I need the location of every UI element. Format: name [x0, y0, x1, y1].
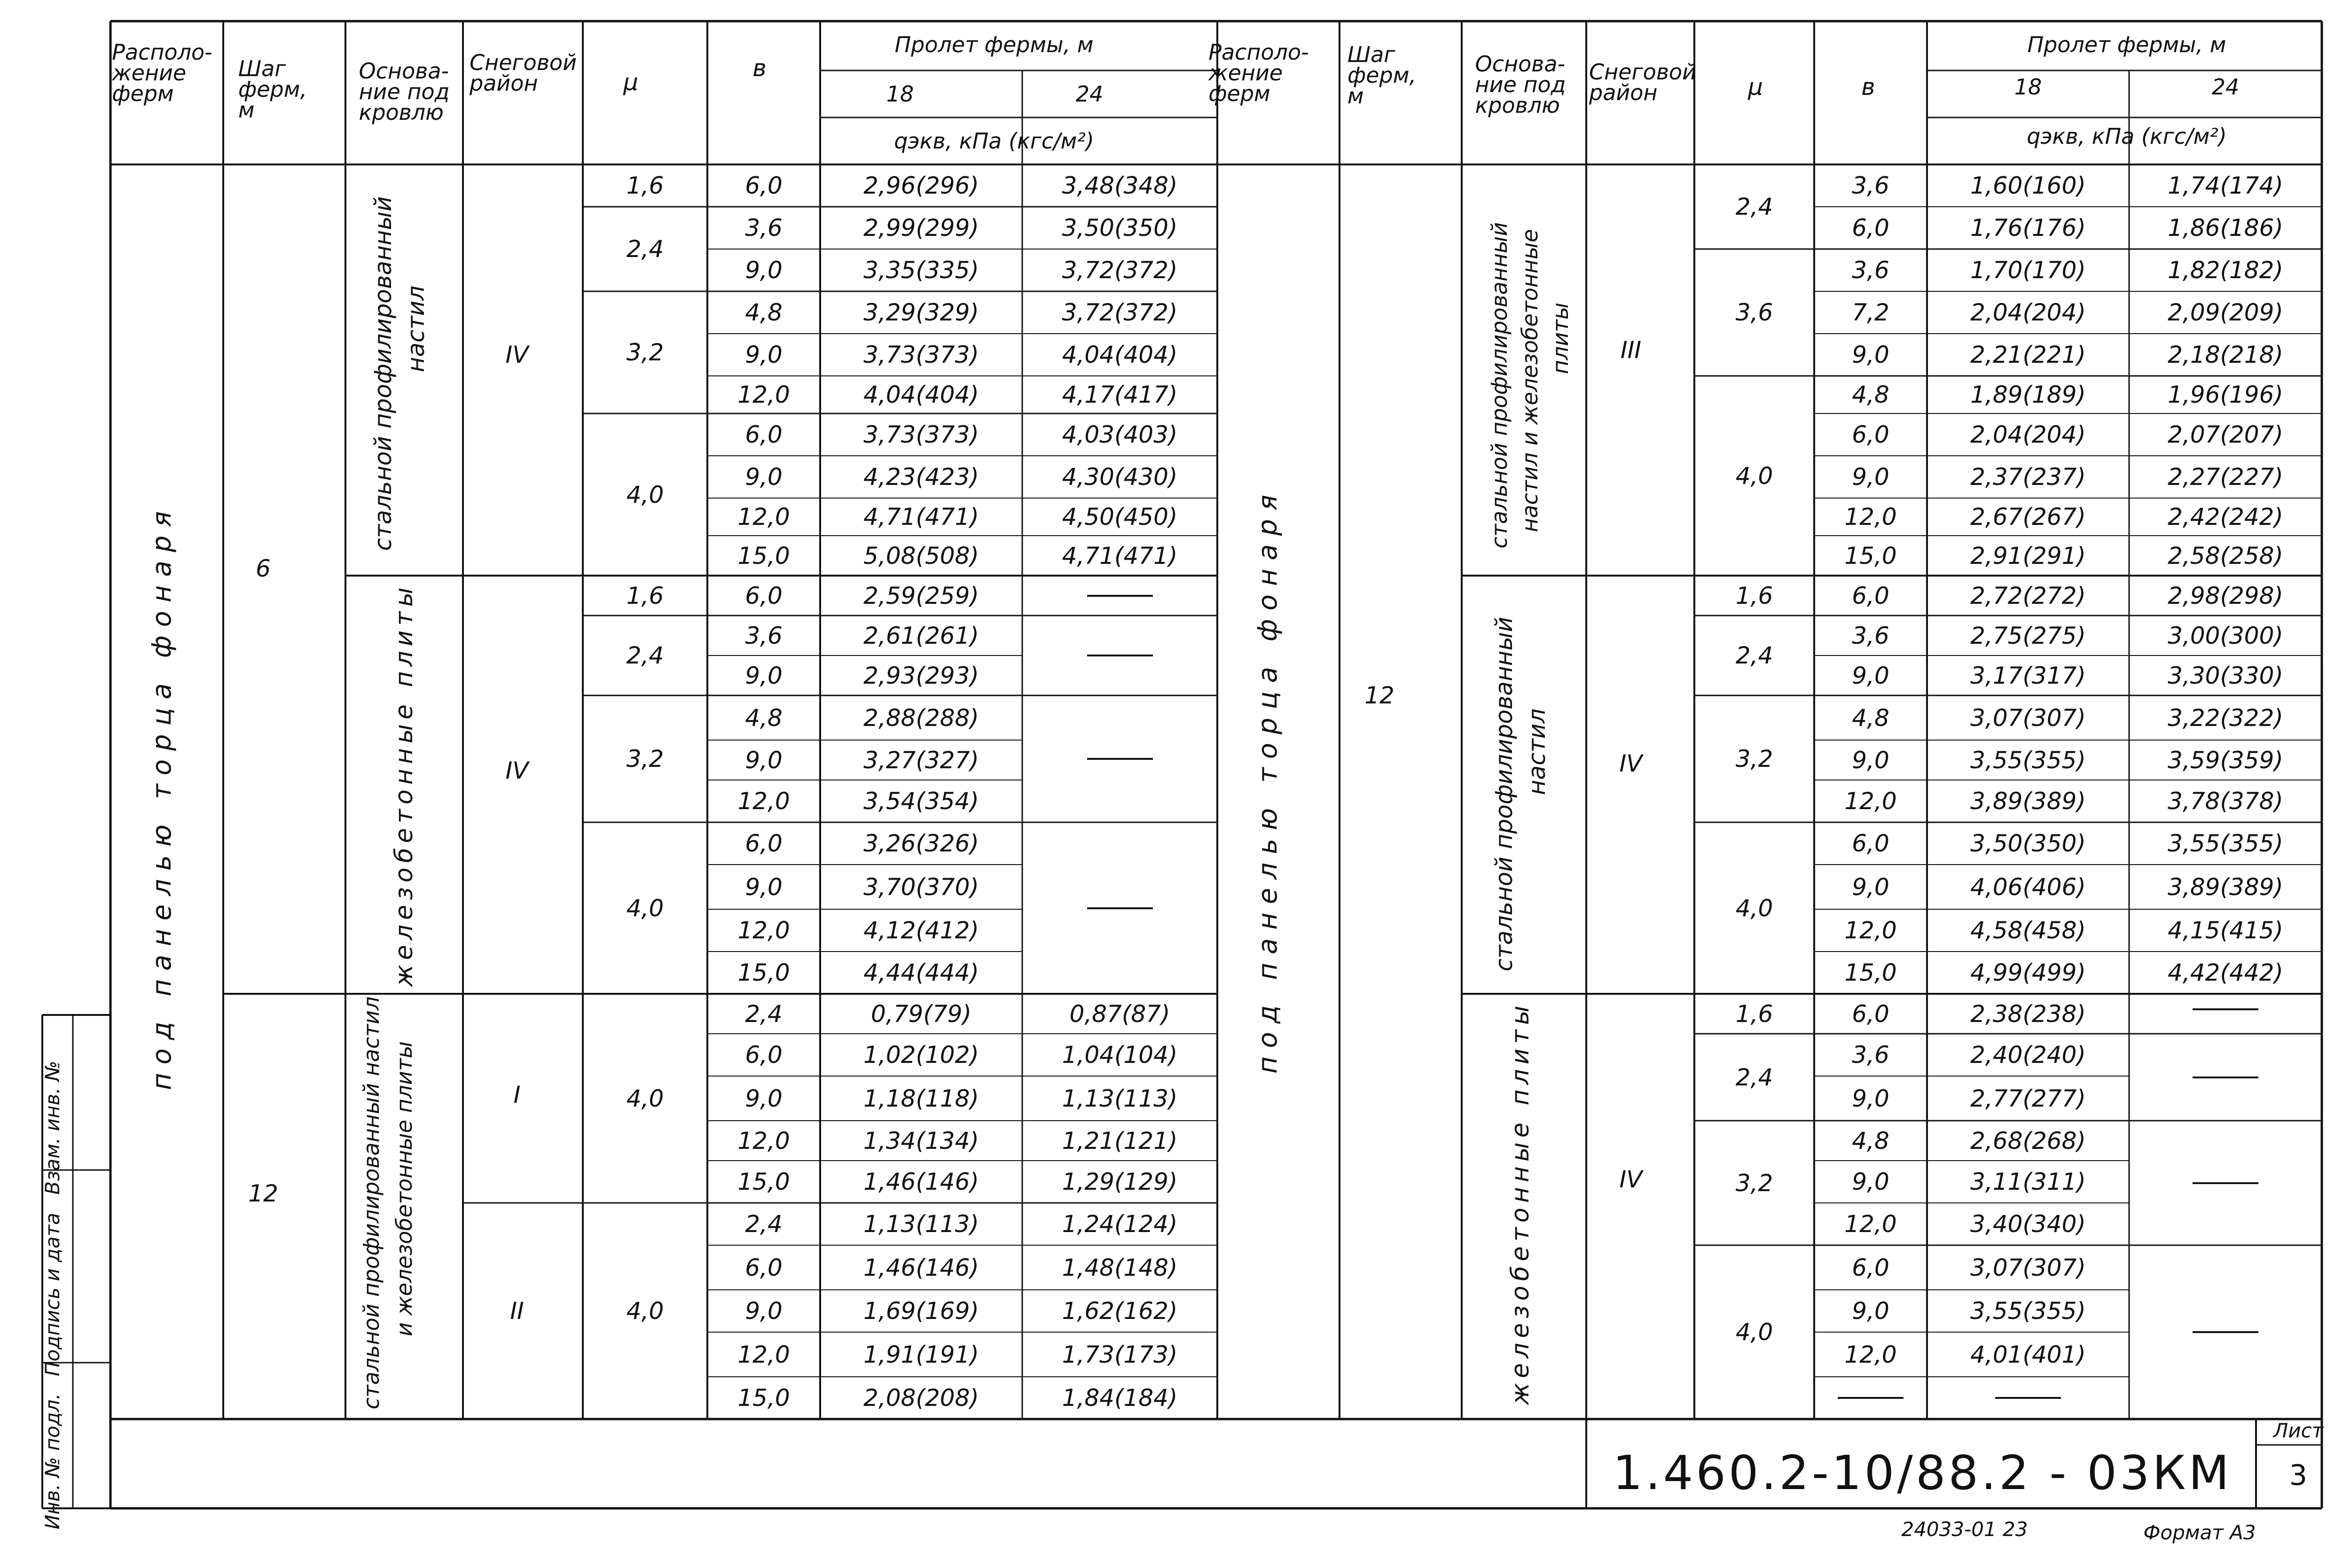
right-row-v18: 2,75(275)	[1970, 622, 2086, 649]
left-row-b: 4,8	[745, 299, 783, 326]
left-row-b: 9,0	[745, 341, 783, 368]
right-row-b: 9,0	[1852, 662, 1889, 689]
right-row-b: 6,0	[1852, 421, 1889, 448]
left-mu-value: 4,0	[626, 481, 664, 508]
right-row-v24: 2,18(218)	[2168, 341, 2283, 368]
left-row-b: 2,4	[745, 1210, 783, 1238]
header-b-right: в	[1861, 73, 1875, 101]
left-row-b: 2,4	[745, 1000, 783, 1028]
right-mu-value: 3,6	[1735, 299, 1773, 326]
left-row-v24: 4,71(471)	[1062, 542, 1178, 569]
left-row-v24: 1,04(104)	[1062, 1041, 1178, 1069]
right-row-v18: 3,07(307)	[1970, 1254, 2086, 1281]
right-row-v18: 1,89(189)	[1970, 381, 2086, 408]
right-v24-empty	[2193, 1008, 2258, 1010]
right-row-b: 12,0	[1844, 1341, 1897, 1368]
footer-code: 24033-01 23	[1901, 1518, 2028, 1541]
left-row-v24: 1,48(148)	[1062, 1254, 1178, 1281]
right-v24-empty	[2193, 1182, 2258, 1184]
right-row-v24: 2,98(298)	[2168, 582, 2283, 609]
left-row-v18: 3,70(370)	[863, 873, 979, 901]
right-row-v18: 3,11(311)	[1970, 1168, 2086, 1195]
right-v24-empty	[2193, 1331, 2258, 1333]
header-step-left: Шаг ферм, м	[238, 56, 307, 123]
right-mu-value: 1,6	[1735, 1000, 1773, 1028]
right-row-v18: 2,77(277)	[1970, 1084, 2086, 1112]
left-row-v18: 1,02(102)	[863, 1041, 979, 1069]
left-row-v18: 5,08(508)	[863, 542, 979, 569]
left-row-v18: 3,26(326)	[863, 830, 979, 857]
right-mu-value: 2,4	[1735, 642, 1773, 669]
left-row-b: 6,0	[745, 830, 783, 857]
right-row-v18: 3,50(350)	[1970, 830, 2086, 857]
right-row-v18: 2,91(291)	[1970, 542, 2086, 569]
left-row-b: 6,0	[745, 582, 783, 609]
right-row-b: 15,0	[1844, 542, 1897, 569]
right-row-b: 4,8	[1852, 1127, 1889, 1155]
left-row-b: 9,0	[745, 1297, 783, 1325]
left-row-v24-dash	[1087, 595, 1153, 597]
right-v24-empty	[2193, 1077, 2258, 1078]
right-row-v18: 2,72(272)	[1970, 582, 2086, 609]
right-row-v24: 4,42(442)	[2168, 959, 2283, 986]
right-row-b: 3,6	[1852, 172, 1889, 199]
right-mu-value: 4,0	[1735, 462, 1773, 490]
right-row-v18: 2,38(238)	[1970, 1000, 2086, 1028]
left-row-v18: 1,46(146)	[863, 1254, 979, 1281]
right-placement-text: под панелью торца фонаря	[1253, 486, 1283, 1074]
left-row-v24: 4,17(417)	[1062, 381, 1178, 408]
right-base-steel-2: настил	[1523, 708, 1551, 796]
left-row-v18: 2,08(208)	[863, 1384, 979, 1412]
left-row-v18: 4,71(471)	[863, 503, 979, 530]
right-row-b: 4,8	[1852, 704, 1889, 732]
left-base-steel-1: стальной профилированный	[369, 196, 397, 551]
right-row-v18: 2,68(268)	[1970, 1127, 2086, 1155]
right-row-v18: 3,55(355)	[1970, 1297, 2086, 1325]
header-snow-right: Снеговой район	[1589, 59, 1696, 105]
left-row-v18: 4,04(404)	[863, 381, 979, 408]
left-row-v18: 2,61(261)	[863, 622, 979, 649]
right-mu-value: 4,0	[1735, 894, 1773, 922]
right-row-b: 15,0	[1844, 959, 1897, 986]
left-row-v18: 3,73(373)	[863, 421, 979, 448]
left-row-b: 12,0	[737, 381, 790, 408]
left-row-v18: 3,73(373)	[863, 341, 979, 368]
left-step-12: 12	[248, 1180, 278, 1207]
left-mu-value: 3,2	[626, 339, 664, 366]
header-base-left: Основа- ние под кровлю	[359, 58, 450, 125]
right-row-v18: 2,04(204)	[1970, 299, 2086, 326]
left-row-v24: 1,24(124)	[1062, 1210, 1178, 1238]
right-row-v18: 4,06(406)	[1970, 873, 2086, 901]
right-mu-value: 4,0	[1735, 1318, 1773, 1346]
right-row-b: 9,0	[1852, 873, 1889, 901]
left-row-v24: 1,13(113)	[1062, 1084, 1178, 1112]
right-row-v18: 3,89(389)	[1970, 788, 2086, 815]
header-snow-left: Снеговой район	[470, 50, 577, 96]
left-mu-value: 2,4	[626, 642, 664, 669]
right-row-v18: 2,37(237)	[1970, 463, 2086, 491]
right-row-b: 9,0	[1852, 463, 1889, 491]
left-v24-empty	[1087, 758, 1153, 760]
right-row-v24: 3,78(378)	[2168, 788, 2283, 815]
right-row-v24: 3,30(330)	[2168, 662, 2283, 689]
margin-inv-orig: Инв. № подл.	[41, 1393, 64, 1529]
left-row-b: 3,6	[745, 214, 783, 242]
header-placement-right: Располо- жение ферм	[1208, 39, 1309, 106]
left-row-b: 6,0	[745, 1041, 783, 1069]
header-placement-left: Располо- жение ферм	[112, 39, 212, 106]
left-row-v18: 2,59(259)	[863, 582, 979, 609]
left-row-v24: 4,03(403)	[1062, 421, 1178, 448]
right-row-b: 12,0	[1844, 1210, 1897, 1238]
header-mu-right: μ	[1748, 73, 1763, 101]
right-snow-1: III	[1620, 336, 1642, 364]
header-span18-left: 18	[886, 81, 914, 107]
right-row-v18: 2,40(240)	[1970, 1041, 2086, 1069]
header-qeq-right: qэкв, кПа (кгс/м²)	[2027, 124, 2227, 149]
left-base-both-1: стальной профилированный настил	[359, 996, 384, 1410]
left-row-v18: 1,34(134)	[863, 1127, 979, 1155]
left-row-v24: 0,87(87)	[1069, 1000, 1170, 1028]
right-row-b: 7,2	[1852, 299, 1889, 326]
header-span18-right: 18	[2014, 74, 2042, 100]
left-row-b: 12,0	[737, 788, 790, 815]
header-span24-right: 24	[2211, 74, 2240, 100]
left-row-v18: 3,35(335)	[863, 257, 979, 284]
right-row-b-dash	[1838, 1397, 1904, 1399]
right-row-v18: 3,40(340)	[1970, 1210, 2086, 1238]
right-row-v24: 3,22(322)	[2168, 704, 2283, 732]
left-row-v24: 1,73(173)	[1062, 1341, 1178, 1368]
right-row-v24: 2,58(258)	[2168, 542, 2283, 569]
left-row-v24: 3,72(372)	[1062, 299, 1178, 326]
left-row-b: 9,0	[745, 662, 783, 689]
right-row-v24: 4,15(415)	[2168, 917, 2283, 944]
header-span-right: Пролет фермы, м	[2027, 32, 2226, 57]
left-mu-value: 2,4	[626, 235, 664, 263]
left-row-v24: 3,50(350)	[1062, 214, 1178, 242]
right-row-b: 6,0	[1852, 582, 1889, 609]
left-row-v24: 1,62(162)	[1062, 1297, 1178, 1325]
left-mu-value: 4,0	[626, 1297, 664, 1325]
left-row-b: 3,6	[745, 622, 783, 649]
left-row-v18: 0,79(79)	[871, 1000, 971, 1028]
left-row-v18: 3,29(329)	[863, 299, 979, 326]
left-step-6: 6	[256, 555, 271, 582]
right-base-both-3: плиты	[1548, 302, 1573, 374]
left-row-b: 12,0	[737, 503, 790, 530]
left-row-v24: 4,50(450)	[1062, 503, 1178, 530]
sheet-number: 3	[2289, 1459, 2308, 1492]
right-row-b: 6,0	[1852, 1000, 1889, 1028]
right-row-v24: 1,74(174)	[2168, 172, 2283, 199]
left-row-v18: 4,23(423)	[863, 463, 979, 491]
right-snow-2: IV	[1619, 750, 1643, 777]
left-row-b: 15,0	[737, 1168, 790, 1195]
margin-inv-repl: Взам. инв. №	[41, 1061, 64, 1195]
right-row-b: 12,0	[1844, 917, 1897, 944]
left-row-v24: 4,30(430)	[1062, 463, 1178, 491]
right-row-b: 9,0	[1852, 746, 1889, 774]
left-mu-value: 1,6	[626, 172, 664, 199]
left-v24-empty	[1087, 655, 1153, 656]
right-row-b: 3,6	[1852, 1041, 1889, 1069]
left-row-v18: 3,54(354)	[863, 788, 979, 815]
left-row-v18: 1,91(191)	[863, 1341, 979, 1368]
left-row-v18: 2,96(296)	[863, 172, 979, 199]
right-row-v18: 1,70(170)	[1970, 257, 2086, 284]
left-row-b: 9,0	[745, 1084, 783, 1112]
right-snow-3: IV	[1619, 1166, 1643, 1193]
right-mu-value: 3,2	[1735, 1169, 1773, 1197]
right-mu-value: 2,4	[1735, 1063, 1773, 1091]
left-row-v18: 3,27(327)	[863, 746, 979, 774]
left-mu-value: 1,6	[626, 582, 664, 609]
right-row-b: 6,0	[1852, 1254, 1889, 1281]
right-row-v18: 4,01(401)	[1970, 1341, 2086, 1368]
left-row-b: 6,0	[745, 172, 783, 199]
right-base-steel-1: стальной профилированный	[1490, 616, 1518, 972]
left-row-b: 6,0	[745, 421, 783, 448]
right-row-v18-dash	[1995, 1397, 2061, 1399]
margin-sign-date: Подпись и дата	[41, 1213, 64, 1376]
right-base-rc: железобетонные плиты	[1506, 1001, 1535, 1405]
right-row-b: 3,6	[1852, 622, 1889, 649]
right-row-b: 9,0	[1852, 341, 1889, 368]
left-row-v18: 2,88(288)	[863, 704, 979, 732]
left-row-b: 9,0	[745, 463, 783, 491]
left-placement-text: под панелью торца фонаря	[147, 502, 177, 1091]
left-row-b: 12,0	[737, 917, 790, 944]
right-row-b: 6,0	[1852, 830, 1889, 857]
left-base-steel-2: настил	[402, 285, 430, 373]
left-row-b: 9,0	[745, 746, 783, 774]
right-row-b: 9,0	[1852, 1297, 1889, 1325]
right-row-b: 6,0	[1852, 214, 1889, 242]
header-base-right: Основа- ние под кровлю	[1475, 51, 1566, 118]
left-row-v18: 1,46(146)	[863, 1168, 979, 1195]
right-mu-value: 2,4	[1735, 193, 1773, 220]
left-snow-1: IV	[505, 341, 529, 368]
right-row-v24: 3,59(359)	[2168, 746, 2283, 774]
left-row-b: 12,0	[737, 1127, 790, 1155]
right-mu-value: 3,2	[1735, 745, 1773, 772]
right-row-v24: 2,09(209)	[2168, 299, 2283, 326]
left-row-b: 15,0	[737, 1384, 790, 1412]
left-row-v18: 4,12(412)	[863, 917, 979, 944]
right-base-both-2: настил и железобетонные	[1517, 229, 1543, 532]
left-snow-2: IV	[505, 757, 529, 784]
left-row-v24: 4,04(404)	[1062, 341, 1178, 368]
right-row-v24: 3,00(300)	[2168, 622, 2283, 649]
right-row-b: 12,0	[1844, 503, 1897, 530]
left-row-v18: 1,69(169)	[863, 1297, 979, 1325]
left-row-b: 9,0	[745, 873, 783, 901]
left-row-v18: 1,18(118)	[863, 1084, 979, 1112]
right-row-v24: 2,27(227)	[2168, 463, 2283, 491]
left-row-b: 9,0	[745, 257, 783, 284]
right-row-v18: 2,67(267)	[1970, 503, 2086, 530]
left-row-b: 15,0	[737, 959, 790, 986]
right-row-v18: 4,99(499)	[1970, 959, 2086, 986]
left-snow-3: I	[513, 1081, 521, 1108]
left-snow-4: II	[510, 1297, 524, 1325]
right-row-v18: 2,21(221)	[1970, 341, 2086, 368]
left-row-v18: 2,99(299)	[863, 214, 979, 242]
right-row-v24: 1,82(182)	[2168, 257, 2283, 284]
left-mu-value: 4,0	[626, 1084, 664, 1112]
header-span24-left: 24	[1075, 81, 1104, 107]
left-base-rc: железобетонные плиты	[390, 583, 418, 987]
right-step-12: 12	[1364, 682, 1394, 709]
right-row-v18: 3,55(355)	[1970, 746, 2086, 774]
left-row-b: 15,0	[737, 542, 790, 569]
left-row-v18: 1,13(113)	[863, 1210, 979, 1238]
right-row-v24: 2,42(242)	[2168, 503, 2283, 530]
header-b-left: в	[752, 55, 767, 82]
left-row-v24: 3,48(348)	[1062, 172, 1178, 199]
left-row-v18: 2,93(293)	[863, 662, 979, 689]
right-row-b: 12,0	[1844, 788, 1897, 815]
right-row-v18: 2,04(204)	[1970, 421, 2086, 448]
header-span-left: Пролет фермы, м	[894, 32, 1094, 57]
sheet-label: Лист	[2273, 1419, 2324, 1442]
footer-format: Формат А3	[2143, 1521, 2256, 1544]
left-row-v24: 1,21(121)	[1062, 1127, 1178, 1155]
right-row-v18: 4,58(458)	[1970, 917, 2086, 944]
left-row-v24: 1,84(184)	[1062, 1384, 1178, 1412]
right-row-v18: 1,60(160)	[1970, 172, 2086, 199]
right-row-v24: 1,96(196)	[2168, 381, 2283, 408]
left-row-b: 4,8	[745, 704, 783, 732]
right-row-v24: 2,07(207)	[2168, 421, 2283, 448]
header-qeq-left: qэкв, кПа (кгс/м²)	[894, 128, 1094, 154]
drawing-designation: 1.460.2-10/88.2 - 03КМ	[1613, 1445, 2232, 1500]
left-mu-value: 3,2	[626, 745, 664, 772]
right-row-v24: 1,86(186)	[2168, 214, 2283, 242]
right-base-both-1: стальной профилированный	[1487, 222, 1512, 549]
right-row-v18: 3,17(317)	[1970, 662, 2086, 689]
right-row-b: 9,0	[1852, 1084, 1889, 1112]
right-row-b: 4,8	[1852, 381, 1889, 408]
right-row-v24: 3,89(389)	[2168, 873, 2283, 901]
left-base-both-2: и железобетонные плиты	[392, 1041, 417, 1337]
right-mu-value: 1,6	[1735, 582, 1773, 609]
left-row-b: 6,0	[745, 1254, 783, 1281]
header-step-right: Шаг ферм, м	[1347, 42, 1417, 109]
left-row-v18: 4,44(444)	[863, 959, 979, 986]
right-row-v18: 1,76(176)	[1970, 214, 2086, 242]
left-row-v24: 1,29(129)	[1062, 1168, 1178, 1195]
right-row-b: 9,0	[1852, 1168, 1889, 1195]
header-mu-left: μ	[623, 69, 638, 96]
right-row-v18: 3,07(307)	[1970, 704, 2086, 732]
left-mu-value: 4,0	[626, 894, 664, 922]
left-row-v24: 3,72(372)	[1062, 257, 1178, 284]
right-row-v24: 3,55(355)	[2168, 830, 2283, 857]
right-row-b: 3,6	[1852, 257, 1889, 284]
left-v24-empty	[1087, 907, 1153, 909]
left-row-b: 12,0	[737, 1341, 790, 1368]
